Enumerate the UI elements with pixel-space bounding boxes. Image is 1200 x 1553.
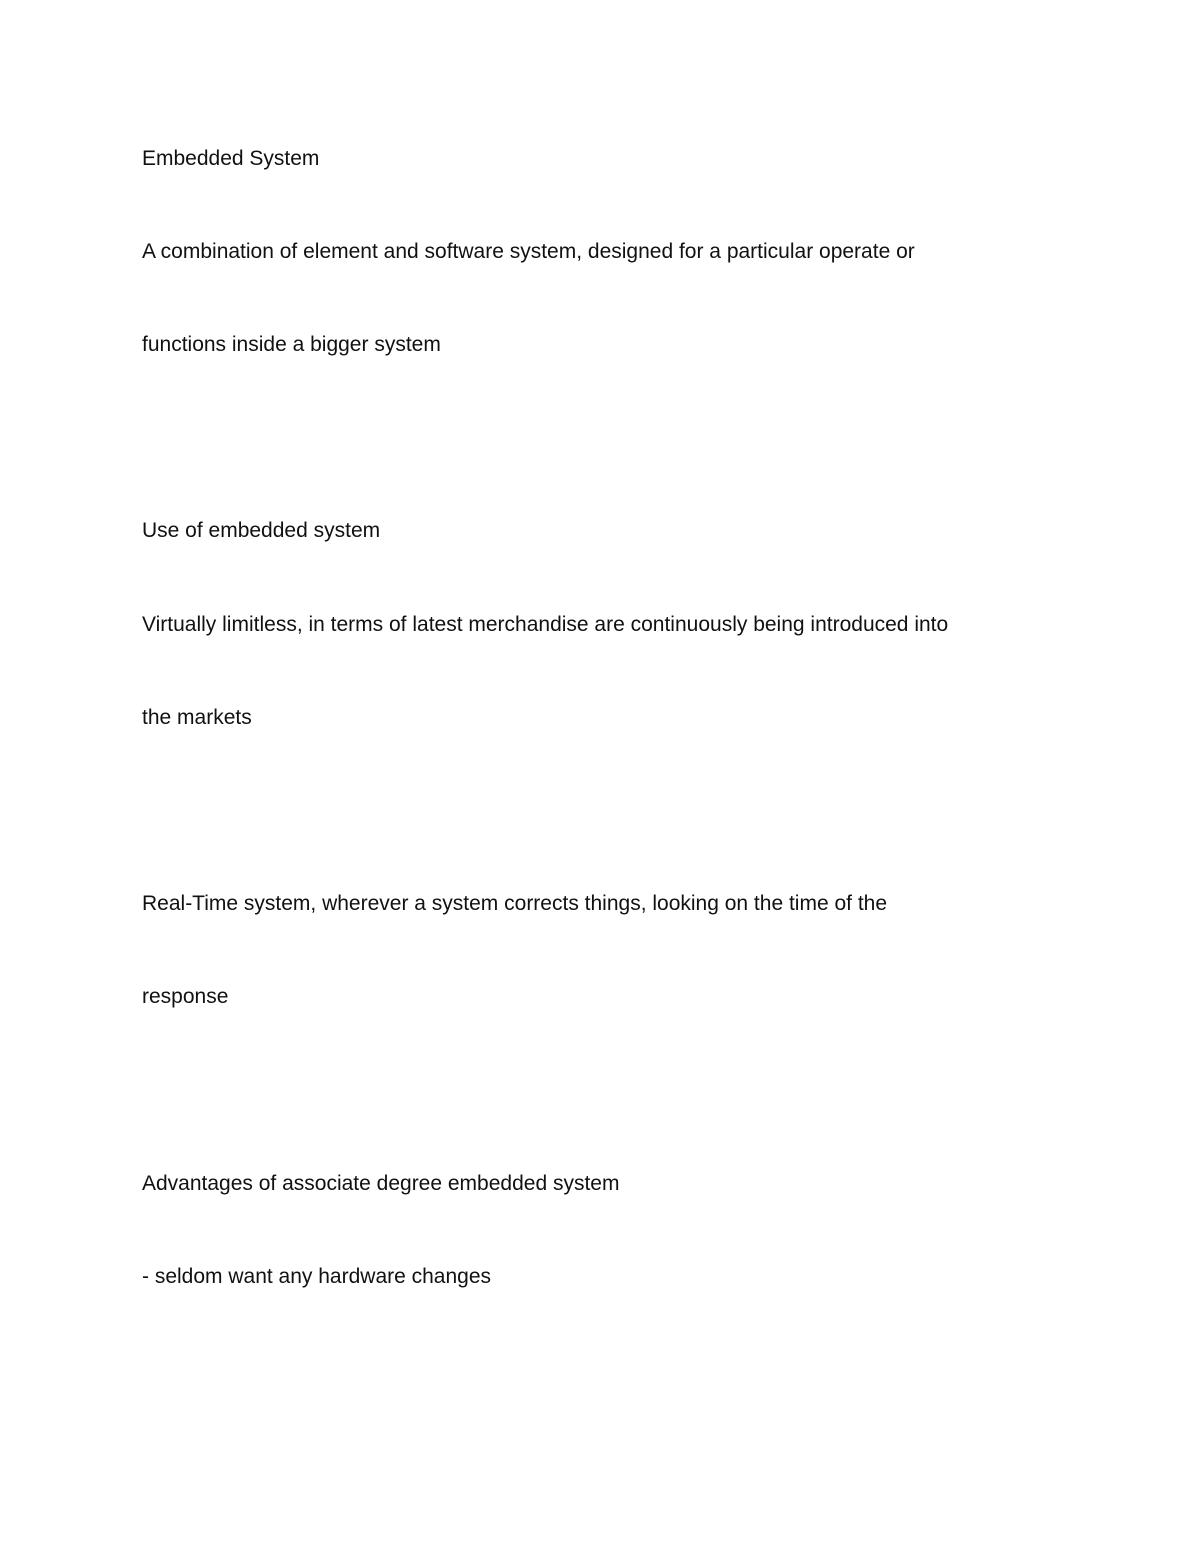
heading-use-of-embedded-system: Use of embedded system [142,519,381,542]
paragraph-line: A combination of element and software system, designed for a particular operate or [142,240,915,263]
paragraph-line: response [142,985,229,1008]
paragraph-line: Real-Time system, wherever a system corrects things, looking on the time of the [142,892,888,915]
list-item: - seldom want any hardware changes [142,1265,492,1288]
paragraph-line: Virtually limitless, in terms of latest merchandise are continuously being introduced into [142,613,949,636]
paragraph-line: the markets [142,706,252,729]
heading-advantages: Advantages of associate degree embedded system [142,1172,620,1195]
heading-embedded-system: Embedded System [142,147,320,170]
paragraph-line: functions inside a bigger system [142,333,441,356]
